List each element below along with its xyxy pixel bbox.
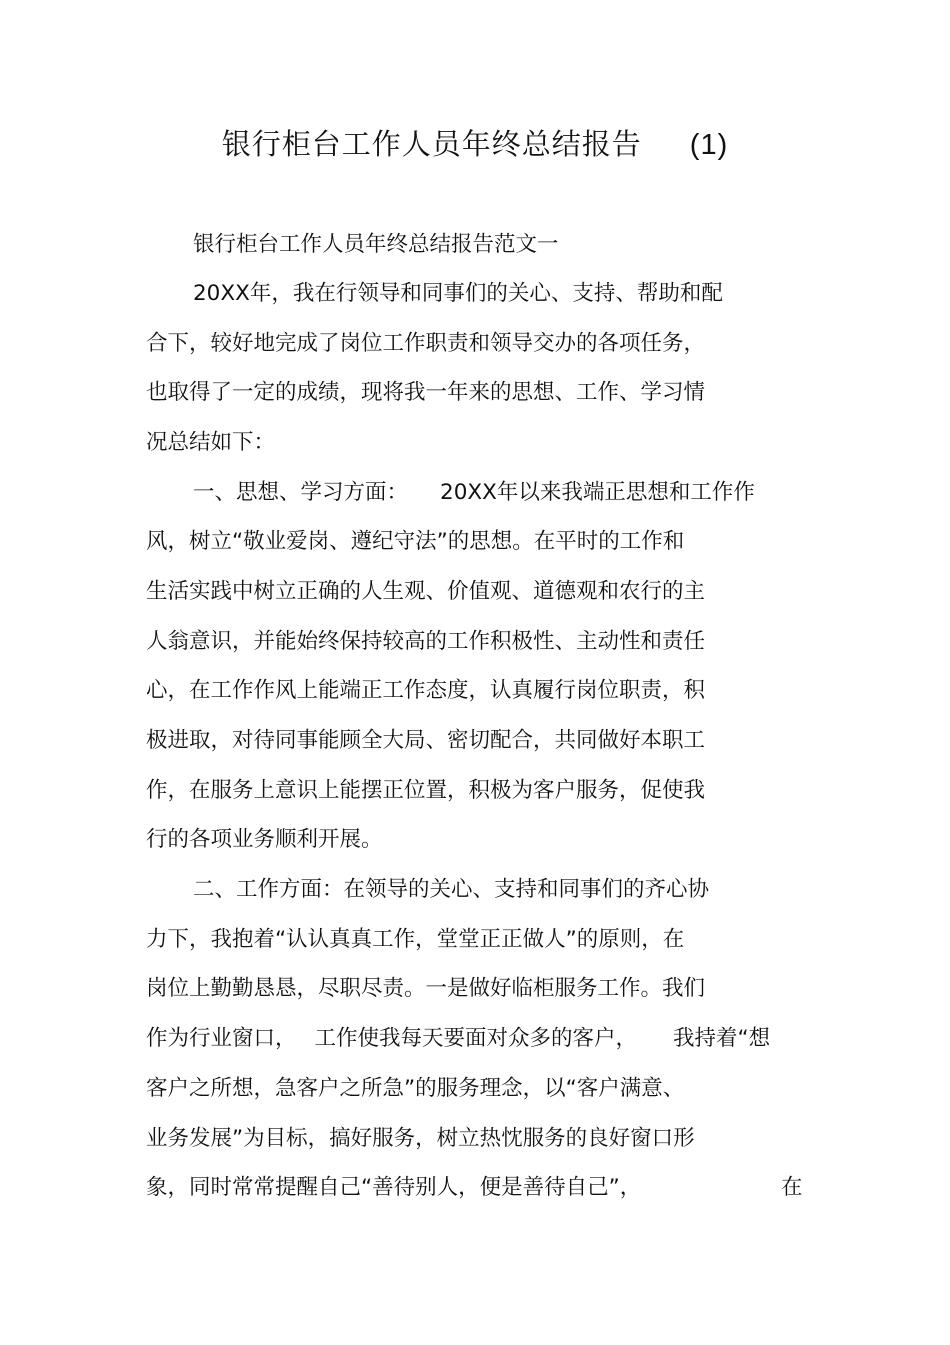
text-segment: 20XX年以来我端正思想和工作作 [440,480,755,505]
paragraph-line [146,1024,770,1054]
section-heading: 一、思想、学习方面： [193,480,409,505]
paragraph-line: 象，同时常常提醒自己“善待别人，便是善待自己”， [146,1175,642,1200]
text-segment: 我持着“想 [673,1026,771,1051]
paragraph-line: 20XX年，我在行领导和同事们的关心、支持、帮助和配 [193,281,723,306]
paragraph-line: 在 [781,1175,803,1200]
text-segment: 工作使我每天要面对众多的客户， [314,1026,638,1051]
title-main: 银行柜台工作人员年终总结报告 [221,127,642,161]
paragraph-line [193,478,755,508]
paragraph-line: 作，在服务上意识上能摆正位置，积极为客户服务，促使我 [146,778,706,803]
document-title [0,122,950,163]
paragraph-line: 二、工作方面：在领导的关心、支持和同事们的齐心协 [193,877,710,902]
paragraph-line: 合下，较好地完成了岗位工作职责和领导交办的各项任务， [146,331,706,356]
paragraph-line: 力下，我抱着“认认真真工作，堂堂正正做人”的原则，在 [146,927,685,952]
paragraph-line: 业务发展”为目标，搞好服务，树立热忱服务的良好窗口形 [146,1126,695,1151]
text-segment: 作为行业窗口， [146,1026,297,1051]
paragraph-line: 也取得了一定的成绩，现将我一年来的思想、工作、学习情 [146,380,706,405]
paragraph-line: 岗位上勤勤恳恳，尽职尽责。一是做好临柜服务工作。我们 [146,976,706,1001]
paragraph-line: 风，树立“敬业爱岗、遵纪守法”的思想。在平时的工作和 [146,529,685,554]
paragraph-line: 人翁意识，并能始终保持较高的工作积极性、主动性和责任 [146,629,706,654]
paragraph-line: 况总结如下： [146,430,276,455]
paragraph-line: 行的各项业务顺利开展。 [146,827,383,852]
subtitle-line: 银行柜台工作人员年终总结报告范文一 [193,232,559,257]
paragraph-line: 心，在工作作风上能端正工作态度，认真履行岗位职责，积 [146,678,706,703]
paragraph-line: 极进取，对待同事能顾全大局、密切配合，共同做好本职工 [146,728,706,753]
title-suffix: (1) [689,129,729,161]
paragraph-line: 生活实践中树立正确的人生观、价值观、道德观和农行的主 [146,579,706,604]
paragraph-line: 客户之所想，急客户之所急”的服务理念，以“客户满意、 [146,1076,685,1101]
